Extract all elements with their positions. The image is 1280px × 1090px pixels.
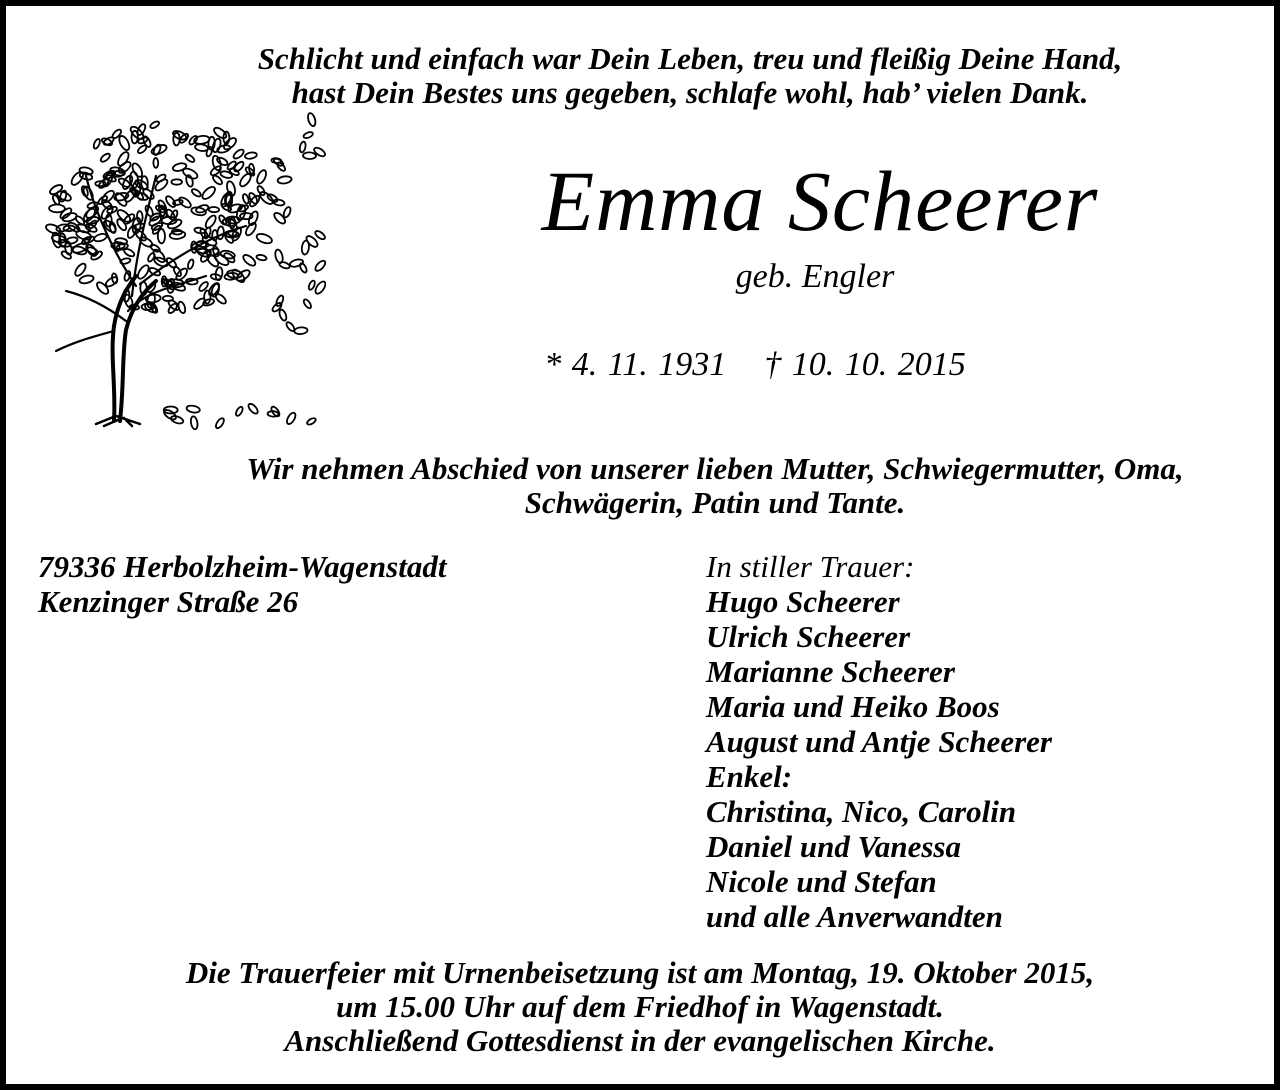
leaf-shape [255,169,268,185]
mourner-name: Christina, Nico, Carolin [706,794,1017,829]
leaf-shape [117,134,131,151]
leaf-shape [71,245,87,256]
deceased-name: Emma Scheerer [541,153,1099,249]
leaf-shape [209,207,220,213]
leaf-shape [278,309,288,322]
leaf-shape [247,402,259,415]
leaf-shape [301,240,310,255]
funeral-service-info [6,956,1274,1058]
leaf-shape [256,254,267,261]
motto-line-1: Schlicht und einfach war Dein Leben, treu und fleißig Deine Hand, [257,41,1123,76]
address-line-1: 79336 Herbolzheim-Wagenstadt [38,549,447,584]
leaf-shape [60,250,72,260]
death-date: † 10. 10. 2015 [764,346,966,383]
mourner-name: Maria und Heiko Boos [706,689,1000,724]
leaf-shape [177,301,186,314]
mourner-name: Marianne Scheerer [706,654,955,689]
mourners-heading: In stiller Trauer: [706,549,915,584]
leaf-shape [99,152,111,163]
leaf-shape [162,408,177,421]
leaf-shape [308,280,316,291]
leaf-shape [285,321,296,332]
mourners-list [706,549,1052,934]
mourner-name: Daniel und Vanessa [706,829,961,864]
leaf-shape [192,297,206,311]
leaf-shape [299,262,308,273]
service-line-2: um 15.00 Uhr auf dem Friedhof in Wagenstadt. [336,989,944,1024]
motto-line-2: hast Dein Bestes uns gegeben, schlafe wohl, hab’ vielen Dank. [291,75,1089,110]
leaf-shape [171,179,182,184]
leaf-shape [111,128,122,139]
leaf-shape [177,196,192,210]
service-line-3: Anschließend Gottesdienst in der evangelischen Kirche. [284,1023,996,1058]
leaf-shape [137,144,148,155]
farewell-text [156,452,1274,520]
leaf-shape [205,146,213,157]
leaf-shape [158,229,166,244]
leaf-shape [232,148,245,160]
leaf-shape [274,249,284,264]
leaf-shape [244,221,258,237]
mourner-name: Hugo Scheerer [706,584,900,619]
leaf-shape [186,405,200,414]
leaf-shape [191,188,202,198]
mourner-name: Ulrich Scheerer [706,619,911,654]
leaf-shape [187,259,195,270]
leaf-shape [95,280,110,295]
leaf-shape [172,162,187,172]
leaf-shape [256,185,266,196]
leaf-shape [277,175,292,184]
leaf-shape [172,265,182,277]
leaf-shape [163,296,173,302]
leaf-shape [190,416,199,430]
leaf-shape [255,232,273,245]
leaf-shape [170,415,184,425]
leaf-shape [303,131,314,139]
leaf-shape [100,189,116,205]
farewell-line-1: Wir nehmen Abschied von unserer lieben Mutter, Schwiegermutter, Oma, [246,451,1184,486]
leaf-shape [302,298,312,309]
leaf-shape [150,143,168,156]
leaf-shape [79,274,95,284]
leaf-shape [181,167,198,181]
life-dates [236,346,1274,384]
leaf-shape [294,327,308,335]
birth-date: * 4. 11. 1931 [544,346,727,383]
leaf-shape [244,152,257,160]
leaf-shape [59,206,73,220]
leaf-shape [258,190,275,206]
leaf-shape [285,411,297,425]
mourner-name: August und Antje Scheerer [706,724,1052,759]
leaf-shape [271,301,283,313]
mourner-name: Nicole und Stefan [706,864,937,899]
leaf-shape [151,248,166,264]
leaf-shape [272,211,287,225]
leaf-shape [307,112,317,127]
leaf-shape [313,146,326,158]
leaf-shape [303,152,316,159]
leaf-shape [306,417,317,426]
leaf-shape [235,406,244,417]
leaf-shape [184,153,195,163]
service-line-1: Die Trauerfeier mit Urnenbeisetzung ist am Montag, 19. Oktober 2015, [185,955,1095,990]
leaf-shape [282,206,292,218]
family-address [38,549,446,619]
leaf-shape [79,166,93,175]
leaf-shape [214,417,225,430]
leaf-shape [101,137,113,147]
farewell-line-2: Schwägerin, Patin und Tante. [524,485,906,520]
leaf-shape [93,233,107,243]
maiden-name: geb. Engler [735,258,895,295]
leaf-shape [241,253,257,268]
leaf-shape [126,224,138,239]
mourner-name: Enkel: [706,759,793,794]
leaf-shape [200,185,217,201]
leaf-shape [123,247,136,257]
leaf-shape [45,223,62,236]
leaf-shape [93,138,102,149]
leaf-shape [120,257,131,264]
leaf-shape [153,158,158,168]
leaf-shape [49,204,65,212]
leaf-shape [299,141,307,153]
leaf-shape [314,259,326,272]
leaf-shape [149,120,160,129]
leaf-shape [123,270,131,281]
leaf-shape [173,133,180,146]
address-line-2: Kenzinger Straße 26 [38,584,299,619]
leaf-shape [214,292,227,305]
leaf-shape [204,214,218,230]
mourner-name: und alle Anverwandten [706,899,1003,934]
